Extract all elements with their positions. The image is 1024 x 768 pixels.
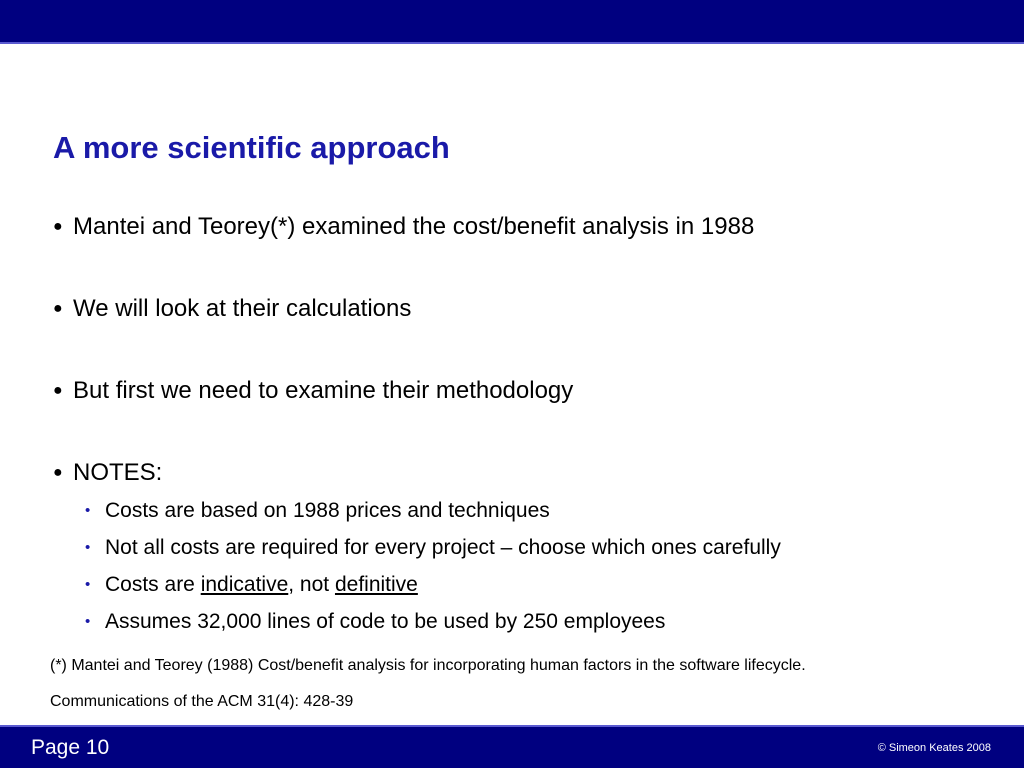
bullet-dot-icon: ● [53, 382, 63, 399]
sub-bullet-dot-icon: • [85, 502, 91, 519]
bullet-text: But first we need to examine their methodology [73, 377, 574, 404]
slide-title: A more scientific approach [53, 130, 450, 165]
definitive-link[interactable]: definitive [334, 573, 418, 596]
sub-bullet-dot-icon: • [85, 539, 91, 556]
sub-bullet-prefix: Costs are [105, 573, 201, 596]
sub-bullet-text: Costs are based on 1988 prices and techniques [105, 499, 550, 522]
bullet-dot-icon: ● [53, 218, 63, 235]
page-number: Page 10 [31, 736, 110, 759]
sub-bullet-item [85, 536, 781, 560]
sub-bullet-item [85, 610, 665, 634]
sub-bullet-middle: , not [288, 573, 335, 596]
bullet-item [53, 295, 411, 323]
bullet-item [53, 459, 162, 487]
bullet-item [53, 213, 754, 241]
indicative-link[interactable]: indicative [200, 573, 289, 596]
bullet-dot-icon: ● [53, 464, 63, 481]
reference-line-1: (*) Mantei and Teorey (1988) Cost/benefit analysis for incorporating human factors in the software lifecycle. [50, 657, 806, 674]
bullet-dot-icon: ● [53, 300, 63, 317]
sub-bullet-text: Not all costs are required for every project – choose which ones carefully [105, 536, 781, 559]
reference-line-2: Communications of the ACM 31(4): 428-39 [50, 693, 354, 710]
sub-bullet-text: Assumes 32,000 lines of code to be used by 250 employees [105, 610, 666, 633]
copyright-text: © Simeon Keates 2008 [877, 742, 991, 754]
bullet-text: We will look at their calculations [73, 295, 412, 322]
sub-bullet-dot-icon: • [85, 576, 91, 593]
sub-bullet-dot-icon: • [85, 613, 91, 630]
sub-bullet-item [85, 573, 418, 597]
header-bar [0, 0, 1024, 44]
bullet-text: NOTES: [73, 459, 163, 486]
bullet-text: Mantei and Teorey(*) examined the cost/benefit analysis in 1988 [73, 213, 755, 240]
sub-bullet-item [85, 499, 550, 523]
footer-bar [0, 725, 1024, 768]
bullet-item [53, 377, 573, 405]
